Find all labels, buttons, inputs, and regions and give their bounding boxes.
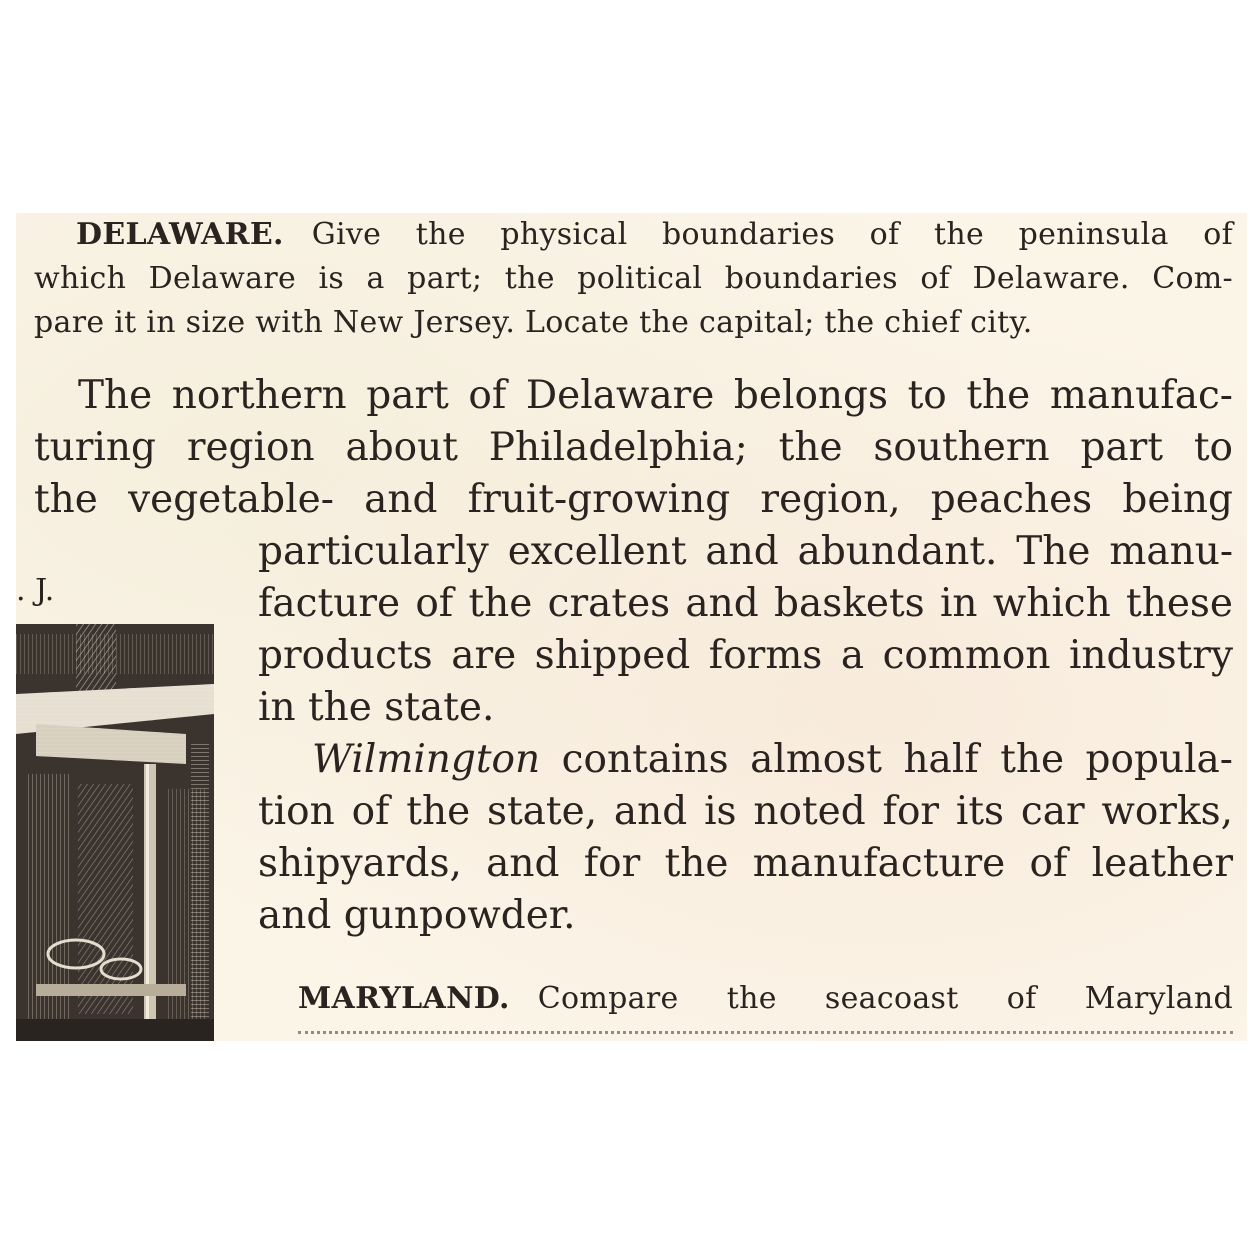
paragraph-1-line-3: the vegetable- and fruit-growing region, peaches being: [34, 477, 1233, 522]
maryland-question-line-1: [298, 981, 1233, 1016]
textbook-clipping: [16, 213, 1247, 1041]
paragraph-2-line-2: tion of the state, and is noted for its car works,: [258, 789, 1233, 834]
maryland-heading: MARYLAND.: [298, 981, 510, 1016]
paragraph-2-line-3: shipyards, and for the manufacture of leather: [258, 841, 1233, 886]
wilmington-city-name: Wilmington: [312, 737, 541, 782]
paragraph-2-line-1-text: contains almost half the popula-: [561, 737, 1233, 782]
delaware-question-line-1: [76, 217, 1233, 252]
cut-off-text-line: [298, 1031, 1233, 1041]
paragraph-1-line-2: turing region about Philadelphia; the southern part to: [34, 425, 1233, 470]
delaware-question-text-1: Give the physical boundaries of the peninsula of: [311, 217, 1233, 252]
paragraph-1-line-4: particularly excellent and abundant. The manu-: [258, 529, 1233, 574]
maryland-question-text-1: Compare the seacoast of Maryland: [537, 981, 1233, 1016]
paragraph-1-line-5: facture of the crates and baskets in which these: [258, 581, 1233, 626]
margin-fragment: . J.: [16, 573, 55, 608]
paragraph-1-line-1: The northern part of Delaware belongs to the manufac-: [78, 373, 1233, 418]
paragraph-1-line-6: products are shipped forms a common industry: [258, 633, 1233, 678]
paragraph-2-line-4: and gunpowder.: [258, 893, 576, 938]
mill-engraving-illustration: [16, 624, 214, 1041]
paragraph-2-line-1: [312, 737, 1233, 782]
delaware-question-line-2: which Delaware is a part; the political boundaries of Delaware. Com-: [34, 261, 1233, 296]
paragraph-1-line-7: in the state.: [258, 685, 495, 730]
delaware-heading: DELAWARE.: [76, 217, 284, 252]
delaware-question-line-3: pare it in size with New Jersey. Locate the capital; the chief city.: [34, 305, 1033, 340]
